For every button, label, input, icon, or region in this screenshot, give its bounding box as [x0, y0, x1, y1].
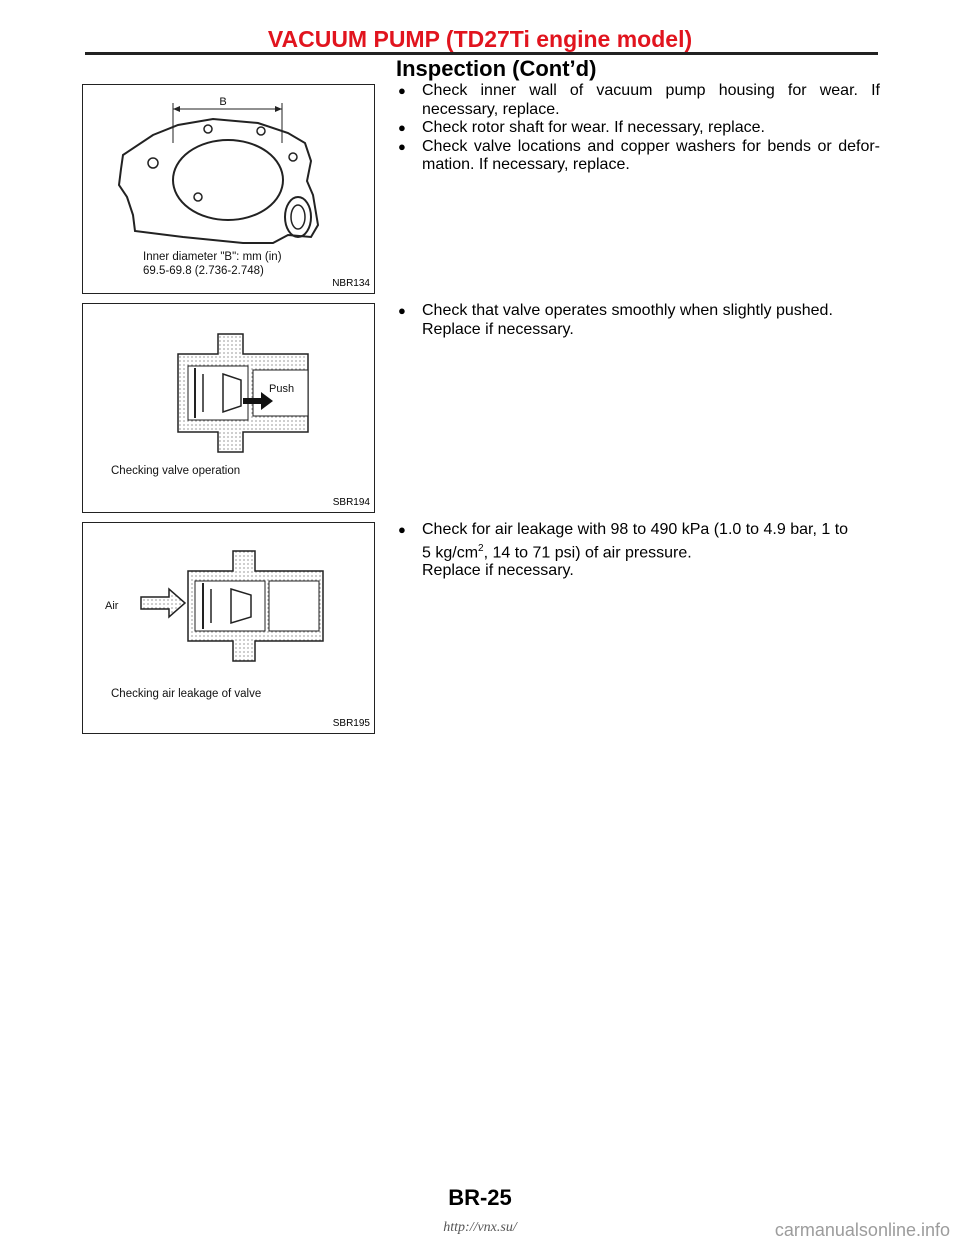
page-header-title: VACUUM PUMP (TD27Ti engine model) — [267, 26, 693, 52]
text-group-air-leakage — [396, 521, 880, 581]
figure-valve-operation — [82, 303, 375, 513]
air-arrow-label: Air — [105, 600, 119, 612]
bullet-icon: ● — [398, 522, 406, 537]
air-leakage-illustration — [83, 523, 374, 733]
figure-id: SBR194 — [332, 497, 370, 508]
header-rule — [85, 52, 878, 55]
list-item: ● Check that valve operates smoothly when slightly pushed. Replace if necessary. — [398, 302, 833, 338]
push-arrow-label: Push — [269, 383, 295, 395]
valve-operation-illustration — [83, 304, 374, 512]
figure-pump-housing — [82, 84, 375, 294]
figure-id: SBR195 — [332, 718, 370, 729]
bullet-icon: ● — [398, 83, 406, 98]
footer-link[interactable]: http://vnx.su/ — [443, 1220, 517, 1235]
figure-caption-line2: 69.5-69.8 (2.736-2.748) — [143, 265, 264, 277]
bullet-icon: ● — [398, 138, 406, 154]
list-item: ● Check inner wall of vacuum pump housing for wear. If necessary, replace. — [398, 82, 880, 118]
text-group-housing — [396, 82, 880, 175]
list-item: ● Check rotor shaft for wear. If necessary, replace. — [398, 119, 765, 136]
list-item: ● Check for air leakage with 98 to 490 kPa (1.0 to 4.9 bar, 1 to 5 $kg/cm^2$, 14 to 71 psi) of air pressure. Replace if necessary. — [398, 521, 849, 580]
bullet-icon: ● — [398, 303, 406, 318]
text-group-valve-operation — [396, 302, 880, 339]
dimension-label-b: B — [219, 96, 227, 108]
section-title: Inspection (Cont’d) — [396, 56, 597, 81]
bullet-icon: ● — [398, 120, 406, 135]
figure-air-leakage — [82, 522, 375, 734]
figure-caption: Checking air leakage of valve — [111, 688, 262, 700]
list-item: ● Check valve locations and copper washers for bends or defor-mation. If necessary, replace. — [398, 137, 880, 173]
page-number: BR-25 — [448, 1185, 512, 1210]
figure-id: NBR134 — [332, 278, 370, 289]
figure-caption: Checking valve operation — [111, 465, 241, 477]
figure-caption-line1: Inner diameter "B": mm (in) — [143, 251, 282, 263]
watermark: carmanualsonline.info — [774, 1220, 950, 1240]
